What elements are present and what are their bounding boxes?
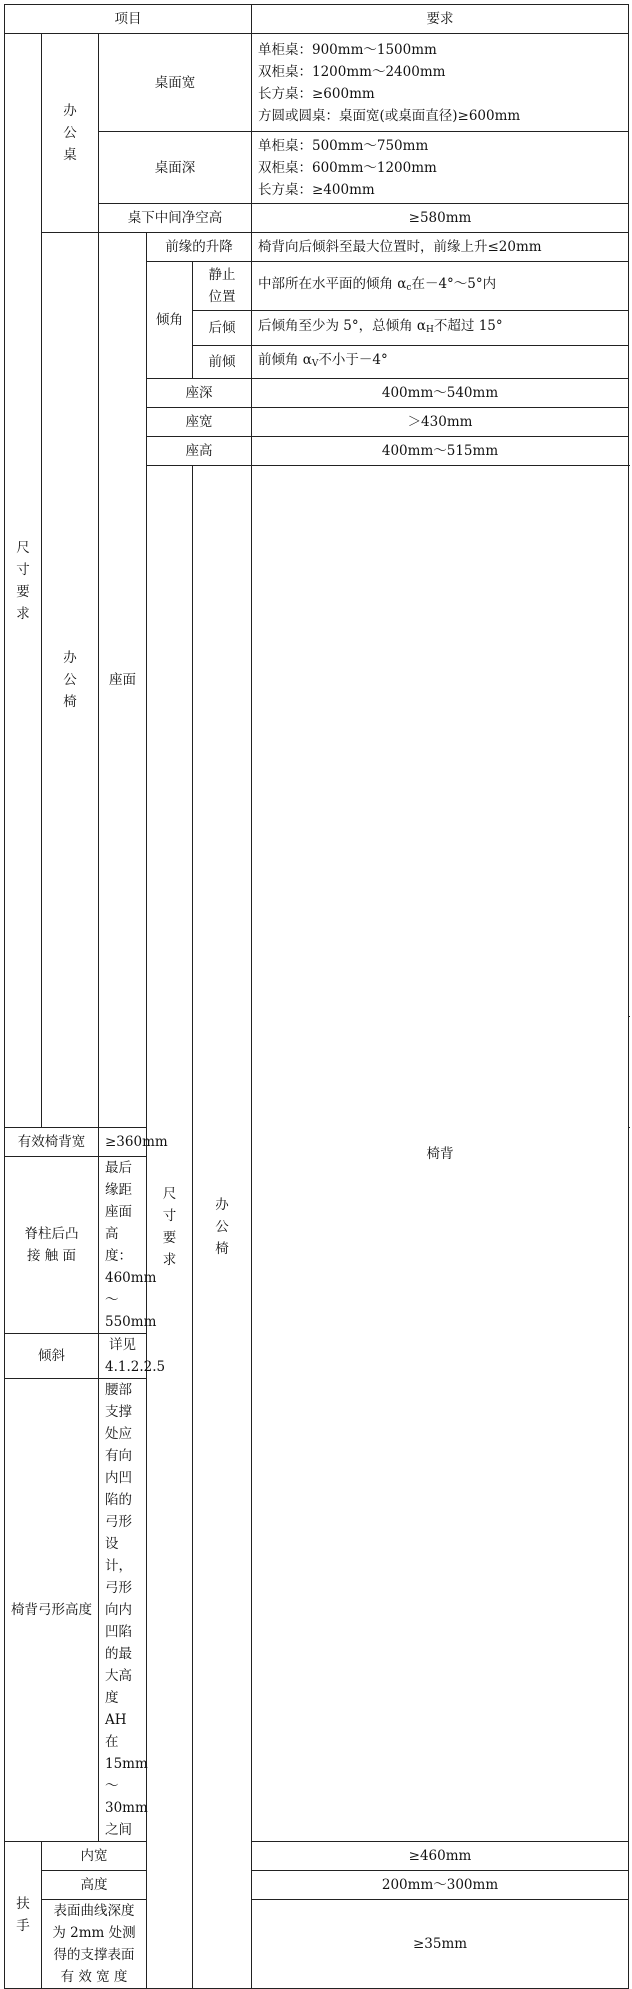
back-tilt-value: 详见 4.1.2.2.5 [99, 1334, 147, 1379]
seat-label: 座面 [99, 233, 147, 1128]
seat-depth-value: 400mm～540mm [252, 379, 629, 408]
seat-height-value: 400mm～515mm [252, 437, 629, 466]
desk-width-label: 桌面宽 [99, 34, 252, 132]
tilt-static-label: 静止 位置 [193, 262, 252, 311]
category-size-requirements-2: 尺 寸 要 求 [147, 466, 193, 1989]
front-lift-value: 椅背向后倾斜至最大位置时，前缘上升≤20mm [252, 233, 629, 262]
armrest-height-label: 高度 [42, 1871, 147, 1900]
header-requirement: 要求 [252, 5, 629, 34]
office-desk-label: 办 公 桌 [42, 34, 99, 233]
desk-clearance-value: ≥580mm [252, 204, 629, 233]
header-item: 项目 [5, 5, 252, 34]
tilt-front-value: 前倾角 $\alpha_V$不小于－4° [252, 346, 629, 379]
bow-height-value: 腰部支撑处应有向内凹陷的弓形设计，弓形向内凹陷的最大高度 AH 在 15mm～30mm 之间 [99, 1379, 147, 1842]
seat-depth-label: 座深 [147, 379, 252, 408]
office-chair-label-1: 办 公 椅 [42, 233, 99, 1128]
inner-width-value: ≥460mm [252, 1842, 629, 1871]
desk-depth-value: 单柜桌：500mm～750mm 双柜桌：600mm～1200mm 长方桌：≥400mm [252, 132, 629, 204]
seat-height-label: 座高 [147, 437, 252, 466]
bow-height-label: 椅背弓形高度 [5, 1379, 99, 1842]
tilt-back-value: 后倾角至少为 5°，总倾角 $\alpha_H$不超过 15° [252, 311, 629, 346]
seat-width-value: ＞430mm [252, 408, 629, 437]
inner-width-label: 内宽 [42, 1842, 147, 1871]
tilt-front-label: 前倾 [193, 346, 252, 379]
office-chair-label-2: 办 公 椅 [193, 466, 252, 1989]
seat-width-label: 座宽 [147, 408, 252, 437]
armrest-height-value: 200mm～300mm [252, 1871, 629, 1900]
tilt-back-label: 后倾 [193, 311, 252, 346]
spine-value: 最后缘距座面高度：460mm～550mm [99, 1157, 147, 1334]
spine-label: 脊柱后凸 接 触 面 [5, 1157, 99, 1334]
desk-clearance-label: 桌下中间净空高 [99, 204, 252, 233]
requirements-table [4, 4, 629, 1989]
tilt-static-value: 中部所在水平面的倾角 $\alpha_c$在－4°～5°内 [252, 262, 629, 311]
surface-width-label: 表面曲线深度 为 2mm 处测 得的支撑表面 有 效 宽 度 [42, 1900, 147, 1989]
desk-depth-label: 桌面深 [99, 132, 252, 204]
back-tilt-label: 倾斜 [5, 1334, 99, 1379]
armrest-label: 扶手 [5, 1842, 42, 1989]
tilt-label: 倾角 [147, 262, 193, 379]
backrest-label: 椅背 [252, 466, 629, 1842]
eff-width-value: ≥360mm [99, 1128, 147, 1157]
category-size-requirements-1: 尺 寸 要 求 [5, 34, 42, 1128]
desk-width-value: 单柜桌：900mm～1500mm 双柜桌：1200mm～2400mm 长方桌：≥600mm 方圆或圆桌：桌面宽(或桌面直径)≥600mm [252, 34, 629, 132]
front-lift-label: 前缘的升降 [147, 233, 252, 262]
surface-width-value: ≥35mm [252, 1900, 629, 1989]
eff-width-label: 有效椅背宽 [5, 1128, 99, 1157]
